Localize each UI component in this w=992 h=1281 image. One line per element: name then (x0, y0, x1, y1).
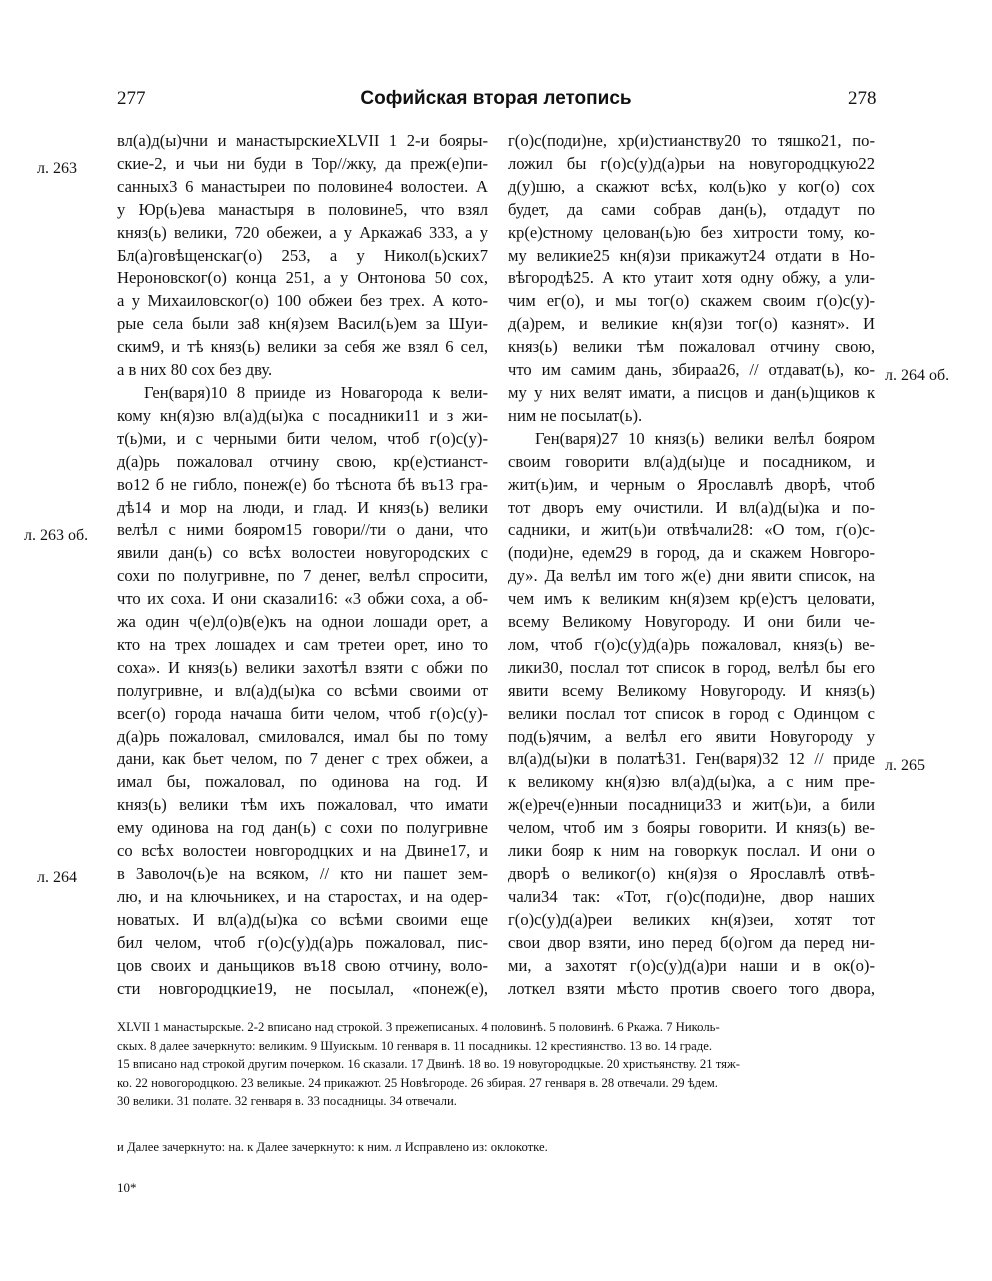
text-line: ж(е)реч(е)нныи посадници33 и жит(ь)и, а били (508, 795, 875, 815)
text-line: дворѣ о великог(о) кн(я)зя о Ярославлѣ отвѣ- (508, 864, 875, 883)
text-line: д(а)рь пожаловал отчину свою, кр(е)стианст- (117, 451, 488, 471)
text-line: сти новгородцкие19, не посылал, «понеж(е), (117, 978, 488, 998)
text-line: своим говорити вл(а)д(ы)це и посадником, и (508, 451, 875, 471)
footnote-line: 30 велики. 31 полате. 32 генваря в. 33 посадницы. 34 отвечали. (117, 1094, 457, 1108)
text-line: Ген(варя)10 8 прииде из Новагорода к вели- (144, 382, 488, 402)
text-line: княз(ь) велики, 720 обежеи, а у Аркажа6 333, а у (117, 222, 488, 242)
text-line: санных3 6 манастыреи по половине4 волостеи. А (117, 176, 488, 196)
text-line: всему Великому Новугороду. И они били че- (508, 612, 875, 632)
text-line: жит(ь)им, и черным о Ярославлѣ дворѣ, чтоб (508, 474, 875, 494)
margin-folio-263-ob: л. 263 об. (24, 527, 89, 544)
text-line: г(о)с(у)д(а)реи великих кн(я)зеи, хотят тот (508, 909, 875, 929)
text-line: явити всему Великому Новугороду. И княз(ь) (508, 680, 875, 700)
right-column (508, 130, 875, 1000)
text-line: свои двор взяти, ино перед б(о)гом да перед ни- (508, 932, 875, 952)
text-line: ские-2, и чьи ни буди в Тор//жку, да преж(е)пи- (117, 153, 488, 173)
text-line: вл(а)д(ы)ки в полатѣ31. Ген(варя)32 12 // приде (508, 749, 875, 769)
margin-folio-265: л. 265 (885, 757, 925, 774)
text-line: будет, да сами собрав дан(ь), отдадут по (508, 199, 875, 219)
text-line: челом, чтоб им з бояры говорити. И княз(ь) ве- (508, 818, 875, 838)
text-line: явили дан(ь) со всѣх волостеи новугородских с (117, 543, 488, 563)
text-line: цов своих и даньщиков въ18 свою отчину, воло- (117, 955, 488, 975)
text-line: во12 б не гибло, понеж(е) бо тѣснота бѣ въ13 гра- (117, 474, 488, 494)
text-line: велѣл с ними бояром15 говори//ти о дани, что (117, 520, 488, 540)
text-line: кто на трех лошадех и сам третеи орет, ино то (117, 634, 488, 654)
margin-folio-264: л. 264 (37, 869, 77, 886)
text-line: д(а)рем, и великие кн(я)зи тог(о) казнят». И (508, 314, 875, 334)
text-line: полугривне, и вл(а)д(ы)ка со всѣми своими от (117, 680, 488, 700)
text-line: в Заволоч(ь)е на всяком, // кто ни пашет зем- (117, 864, 488, 883)
text-line: кому кн(я)зю вл(а)д(ы)ка с посадники11 и з жи- (117, 405, 488, 425)
text-line: что им самим дань, збираа26, // отдават(ь), ко- (508, 360, 875, 380)
text-line: имал бы, пожаловал, по одинова на год. И (117, 772, 488, 792)
text-line: сохи по полугривне, по 7 денег, велѣл спросити, (117, 566, 488, 586)
text-line: велики послал тот список в город с Одинцом с (508, 703, 875, 723)
text-line: Нероновског(о) конца 251, а у Онтонова 50 сох, (117, 268, 488, 288)
text-line: новатых. И вл(а)д(ы)ка со всѣми своими еще (117, 909, 488, 929)
text-line: ним не посылат(ь). (508, 405, 643, 425)
text-line: садники, и жит(ь)и отвѣчали28: «О том, г(о)с- (508, 520, 875, 540)
text-line: д(у)шю, а скажют всѣх, кол(ь)ко у ког(о) сох (508, 176, 875, 196)
text-line: ду». Да велѣл им того ж(е) дни явити список, на (508, 566, 875, 586)
text-line: чем имъ к великим кн(я)зем кр(е)стъ целовати, (508, 589, 875, 609)
text-line: д(а)рь пожаловал, смиловался, имал бы по тому (117, 726, 488, 746)
text-line: ему одинова на год дан(ь) с сохи по полугривне (117, 818, 488, 838)
text-line: со всѣх волостеи новгородцких и на Двине17, и (117, 841, 488, 861)
footnotes (117, 1018, 877, 1111)
text-line: бил челом, чтоб г(о)с(у)д(а)рь пожаловал, пис- (117, 932, 488, 952)
text-line: ским9, и тѣ княз(ь) велики за себя же взял 6 сел, (117, 337, 488, 357)
text-line: всег(о) города начаша бити челом, чтоб г(о)с(у)- (117, 703, 488, 723)
text-line: у Юр(ь)ева манастыря в половине5, что взял (117, 199, 488, 219)
text-line: княз(ь) велики тѣм ихъ пожаловал, что имати (117, 795, 488, 815)
margin-folio-264-ob: л. 264 об. (885, 367, 950, 384)
text-line: му великие25 кн(я)зи прикажут24 отдати в Но- (508, 245, 875, 265)
text-line: под(ь)ячим, а велѣл его явити Новугороду у (508, 726, 875, 746)
text-line: дѣ14 и мор на люди, и глад. И княз(ь) велики (117, 497, 488, 517)
footnote-line: 15 вписано над строкой другим почерком. 16 сказали. 17 Двинѣ. 18 во. 19 новугородцкые. 20 христьянству. 21 тяж- (117, 1057, 740, 1071)
text-line: кр(е)стному целован(ь)ю без хитрости тому, ко- (508, 222, 875, 242)
text-line: лоткел взяти мѣсто против своего того двора, (508, 978, 875, 998)
footnote-line: XLVII 1 манастырскые. 2-2 вписано над строкой. 3 прежеписаных. 4 половинѣ. 5 половинѣ. 6 Ркажа. 7 Николь- (117, 1020, 720, 1034)
text-line: ложил бы г(о)с(у)д(а)рьи на новугородцкую22 (508, 153, 875, 173)
footnote-alpha: и Далее зачеркнуто: на. к Далее зачеркнуто: к ним. л Исправлено из: оклокотке. (117, 1140, 548, 1154)
footnote-line: скых. 8 далее зачеркнуто: великим. 9 Шуискым. 10 генваря в. 11 посадникы. 12 крестиянство. 13 во. 14 граде. (117, 1038, 713, 1053)
page-header (0, 88, 992, 114)
text-line: к великому кн(я)зю вл(а)д(ы)ка, а с ним пре- (508, 772, 875, 792)
text-line: Бл(а)говѣщенскаг(о) 253, а у Никол(ь)ских7 (117, 245, 488, 265)
text-line: ми, а захотят г(о)с(у)д(а)ри наши и в ок(о)- (508, 955, 875, 975)
page-title: Софийская вторая летопись (360, 88, 632, 109)
text-line: г(о)с(поди)не, хр(и)стианству20 то тяшко21, по- (508, 131, 875, 150)
text-line: тот дворъ ему очистили. И вл(а)д(ы)ка и по- (508, 497, 875, 517)
signature-mark: 10* (117, 1180, 137, 1195)
text-line: т(ь)ми, и с черными бити челом, чтоб г(о)с(у)- (117, 428, 488, 448)
page-number-left: 277 (117, 88, 146, 109)
text-line: вл(а)д(ы)чни и манастырскиеXLVII 1 2-и бояры- (117, 131, 488, 150)
text-line: жа один ч(е)л(о)в(е)къ на однои лошади орет, а (117, 612, 488, 632)
text-line: вѣгородѣ25. А кто утаит хотя одну обжу, а ули- (508, 268, 875, 288)
text-line: му у них велят имати, а писцов и дан(ь)щиков к (508, 382, 875, 402)
text-line: что их соха. И они сказали16: «3 обжи соха, а об- (117, 589, 488, 609)
footnote-line: ко. 22 новогородцкою. 23 великые. 24 прикажют. 25 Новѣгороде. 26 збирая. 27 генваря в. 28 отвечали. 29 ѣдем. (117, 1075, 718, 1090)
text-line: лики30, послал тот список в город, велѣл бы его (508, 657, 875, 677)
text-line: дани, как бьет челом, по 7 денег с трех обжеи, а (117, 749, 488, 769)
text-line: лики бояр к ним на говоркук послал. И они о (508, 841, 875, 861)
text-line: чали34 так: «Тот, г(о)с(поди)не, двор наших (508, 886, 875, 906)
margin-folio-263: л. 263 (37, 160, 77, 177)
page-number-right: 278 (848, 88, 877, 109)
text-line: чим ег(о), и мы тог(о) скажем своим г(о)с(у)- (508, 291, 875, 311)
left-column (117, 130, 488, 1000)
text-line: рые села были за8 кн(я)зем Васил(ь)ем за Шуи- (117, 314, 488, 334)
text-line: а в них 80 сох без дву. (117, 360, 273, 380)
text-line: (поди)не, едем29 в город, да и скажем Новгоро- (508, 543, 875, 563)
text-line: лю, и на ключьникех, и на старостах, и на одер- (117, 886, 488, 906)
text-line: Ген(варя)27 10 княз(ь) велики велѣл бояром (535, 428, 875, 448)
text-line: княз(ь) велики тѣм пожаловал отчину свою, (508, 337, 875, 357)
text-line: соха». И княз(ь) велики захотѣл взяти с обжи по (117, 657, 488, 677)
text-line: лом, чтоб г(о)с(у)д(а)рь пожаловал, княз(ь) ве- (508, 634, 875, 654)
text-line: а у Михаиловског(о) 100 обжеи без трех. А кото- (117, 291, 488, 311)
